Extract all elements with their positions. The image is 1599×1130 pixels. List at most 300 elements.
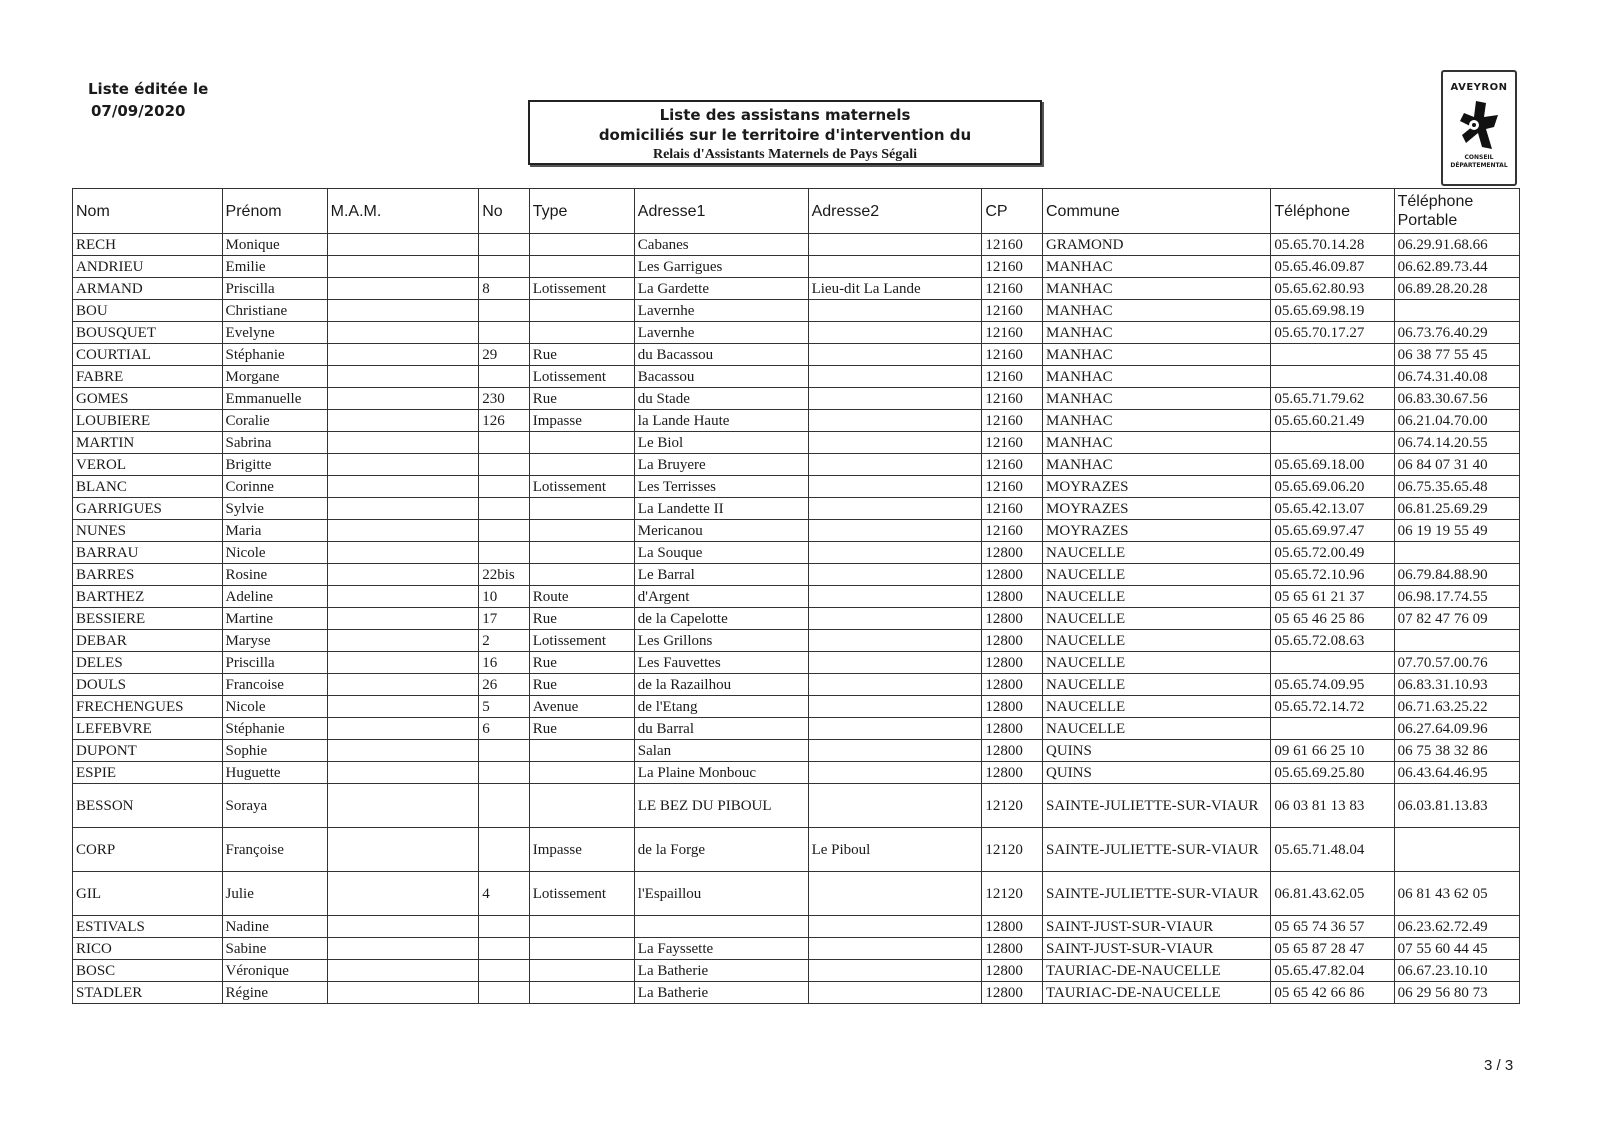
table-row (73, 916, 1520, 938)
cell-nom: ARMAND (73, 278, 223, 300)
cell-mam (327, 564, 479, 586)
cell-no (479, 520, 530, 542)
cell-prenom: Corinne (222, 476, 327, 498)
cell-no: 29 (479, 344, 530, 366)
cell-no: 2 (479, 630, 530, 652)
cell-adresse2 (808, 366, 982, 388)
cell-prenom: Julie (222, 872, 327, 916)
cell-portable: 06 75 38 32 86 (1394, 740, 1519, 762)
cell-no: 4 (479, 872, 530, 916)
table-row (73, 476, 1520, 498)
cell-adresse2 (808, 872, 982, 916)
cell-adresse1: Les Grillons (634, 630, 808, 652)
cell-adresse1: La Batherie (634, 982, 808, 1004)
cell-cp: 12800 (982, 740, 1043, 762)
cell-nom: DELES (73, 652, 223, 674)
cell-mam (327, 916, 479, 938)
cell-mam (327, 344, 479, 366)
cell-type: Lotissement (529, 872, 634, 916)
cell-mam (327, 278, 479, 300)
cell-portable (1394, 630, 1519, 652)
cell-prenom: Huguette (222, 762, 327, 784)
cell-nom: MARTIN (73, 432, 223, 454)
cell-prenom: Francoise (222, 674, 327, 696)
cell-commune: QUINS (1043, 762, 1271, 784)
table-row (73, 652, 1520, 674)
cell-cp: 12120 (982, 872, 1043, 916)
cell-prenom: Nadine (222, 916, 327, 938)
cell-adresse2 (808, 674, 982, 696)
cell-cp: 12160 (982, 234, 1043, 256)
cell-mam (327, 872, 479, 916)
cell-adresse2 (808, 344, 982, 366)
cell-type (529, 256, 634, 278)
cell-prenom: Stéphanie (222, 344, 327, 366)
cell-cp: 12800 (982, 564, 1043, 586)
cell-adresse1: La Souque (634, 542, 808, 564)
cell-mam (327, 300, 479, 322)
cell-mam (327, 608, 479, 630)
cell-no (479, 498, 530, 520)
cell-cp: 12800 (982, 982, 1043, 1004)
cell-type (529, 916, 634, 938)
cell-nom: BESSIERE (73, 608, 223, 630)
cell-mam (327, 740, 479, 762)
cell-adresse1: La Gardette (634, 278, 808, 300)
cell-adresse2 (808, 586, 982, 608)
cell-commune: NAUCELLE (1043, 608, 1271, 630)
cell-telephone: 05.65.72.10.96 (1271, 564, 1394, 586)
table-row (73, 454, 1520, 476)
table-row (73, 630, 1520, 652)
cell-type: Impasse (529, 410, 634, 432)
cell-telephone: 05.65.69.98.19 (1271, 300, 1394, 322)
col-header: No (479, 189, 530, 234)
cell-adresse1: Lavernhe (634, 300, 808, 322)
cell-commune: MANHAC (1043, 454, 1271, 476)
cell-adresse2 (808, 476, 982, 498)
table-row (73, 740, 1520, 762)
cell-type (529, 498, 634, 520)
cell-no (479, 322, 530, 344)
cell-commune: SAINT-JUST-SUR-VIAUR (1043, 938, 1271, 960)
cell-cp: 12120 (982, 828, 1043, 872)
cell-portable: 06.79.84.88.90 (1394, 564, 1519, 586)
cell-telephone: 05 65 74 36 57 (1271, 916, 1394, 938)
cell-portable (1394, 828, 1519, 872)
cell-portable (1394, 300, 1519, 322)
cell-telephone: 05.65.72.14.72 (1271, 696, 1394, 718)
cell-prenom: Sabine (222, 938, 327, 960)
cell-commune: TAURIAC-DE-NAUCELLE (1043, 982, 1271, 1004)
cell-cp: 12160 (982, 344, 1043, 366)
cell-mam (327, 410, 479, 432)
cell-portable: 07 55 60 44 45 (1394, 938, 1519, 960)
cell-no: 126 (479, 410, 530, 432)
cell-commune: SAINTE-JULIETTE-SUR-VIAUR (1043, 828, 1271, 872)
cell-telephone: 05 65 61 21 37 (1271, 586, 1394, 608)
cell-adresse2 (808, 784, 982, 828)
cell-no: 26 (479, 674, 530, 696)
cell-nom: BOU (73, 300, 223, 322)
cell-no: 8 (479, 278, 530, 300)
cell-commune: TAURIAC-DE-NAUCELLE (1043, 960, 1271, 982)
cell-prenom: Sylvie (222, 498, 327, 520)
cell-type: Rue (529, 344, 634, 366)
cell-cp: 12800 (982, 938, 1043, 960)
cell-telephone (1271, 344, 1394, 366)
cell-type: Rue (529, 652, 634, 674)
cell-cp: 12800 (982, 674, 1043, 696)
cell-telephone (1271, 432, 1394, 454)
cell-commune: NAUCELLE (1043, 674, 1271, 696)
cell-mam (327, 718, 479, 740)
cell-nom: BOSC (73, 960, 223, 982)
cell-prenom: Sabrina (222, 432, 327, 454)
cell-adresse2 (808, 520, 982, 542)
cell-portable: 06.81.25.69.29 (1394, 498, 1519, 520)
cell-commune: NAUCELLE (1043, 696, 1271, 718)
col-header: Adresse1 (634, 189, 808, 234)
cell-telephone: 05.65.69.06.20 (1271, 476, 1394, 498)
col-header: Prénom (222, 189, 327, 234)
cell-mam (327, 674, 479, 696)
cell-adresse2 (808, 740, 982, 762)
cell-portable: 06.73.76.40.29 (1394, 322, 1519, 344)
cell-telephone (1271, 718, 1394, 740)
table-row (73, 278, 1520, 300)
cell-mam (327, 630, 479, 652)
table-row (73, 542, 1520, 564)
cell-commune: NAUCELLE (1043, 542, 1271, 564)
cell-telephone: 05 65 87 28 47 (1271, 938, 1394, 960)
cell-nom: BARRAU (73, 542, 223, 564)
cell-telephone: 05.65.71.48.04 (1271, 828, 1394, 872)
cell-commune: MANHAC (1043, 322, 1271, 344)
cell-no (479, 916, 530, 938)
table-row (73, 696, 1520, 718)
cell-nom: FABRE (73, 366, 223, 388)
cell-adresse1: Le Biol (634, 432, 808, 454)
cell-prenom: Maria (222, 520, 327, 542)
cell-prenom: Soraya (222, 784, 327, 828)
cell-cp: 12800 (982, 762, 1043, 784)
cell-telephone: 05.65.69.18.00 (1271, 454, 1394, 476)
cell-portable: 06.29.91.68.66 (1394, 234, 1519, 256)
cell-commune: NAUCELLE (1043, 652, 1271, 674)
cell-prenom: Martine (222, 608, 327, 630)
cell-portable: 07 82 47 76 09 (1394, 608, 1519, 630)
cell-no (479, 938, 530, 960)
cell-commune: SAINT-JUST-SUR-VIAUR (1043, 916, 1271, 938)
cell-portable: 06.27.64.09.96 (1394, 718, 1519, 740)
cell-telephone (1271, 652, 1394, 674)
table-row (73, 322, 1520, 344)
cell-portable: 07.70.57.00.76 (1394, 652, 1519, 674)
cell-nom: GIL (73, 872, 223, 916)
cell-no (479, 476, 530, 498)
cell-nom: BESSON (73, 784, 223, 828)
cell-adresse2 (808, 432, 982, 454)
cell-nom: CORP (73, 828, 223, 872)
table-row (73, 256, 1520, 278)
cell-adresse1: Lavernhe (634, 322, 808, 344)
cell-adresse1: de la Razailhou (634, 674, 808, 696)
cell-telephone: 05.65.60.21.49 (1271, 410, 1394, 432)
cell-prenom: Françoise (222, 828, 327, 872)
cell-adresse2: Le Piboul (808, 828, 982, 872)
cell-nom: ESPIE (73, 762, 223, 784)
cell-adresse1: du Barral (634, 718, 808, 740)
cell-type: Lotissement (529, 476, 634, 498)
cell-cp: 12800 (982, 652, 1043, 674)
cell-portable: 06.71.63.25.22 (1394, 696, 1519, 718)
cell-commune: MANHAC (1043, 432, 1271, 454)
cell-adresse2 (808, 652, 982, 674)
cell-prenom: Stéphanie (222, 718, 327, 740)
cell-adresse2 (808, 762, 982, 784)
cell-adresse2 (808, 696, 982, 718)
cell-telephone: 05 65 46 25 86 (1271, 608, 1394, 630)
cell-cp: 12800 (982, 718, 1043, 740)
cell-type (529, 234, 634, 256)
cell-mam (327, 586, 479, 608)
cell-portable: 06.03.81.13.83 (1394, 784, 1519, 828)
cell-cp: 12160 (982, 366, 1043, 388)
table-row (73, 586, 1520, 608)
cell-type: Rue (529, 718, 634, 740)
cell-prenom: Emmanuelle (222, 388, 327, 410)
edited-date-block (88, 78, 208, 122)
cell-mam (327, 982, 479, 1004)
cell-no (479, 454, 530, 476)
cell-mam (327, 498, 479, 520)
cell-adresse1: de l'Etang (634, 696, 808, 718)
title-line-2: domiciliés sur le territoire d'intervention du (598, 126, 972, 144)
cell-prenom: Monique (222, 234, 327, 256)
cell-portable: 06.75.35.65.48 (1394, 476, 1519, 498)
cell-mam (327, 828, 479, 872)
table-row (73, 828, 1520, 872)
cell-type: Lotissement (529, 630, 634, 652)
cell-cp: 12120 (982, 784, 1043, 828)
table-row (73, 762, 1520, 784)
cell-telephone: 05.65.69.97.47 (1271, 520, 1394, 542)
table-row (73, 300, 1520, 322)
cell-nom: LOUBIERE (73, 410, 223, 432)
cell-mam (327, 938, 479, 960)
cell-type (529, 432, 634, 454)
cell-mam (327, 784, 479, 828)
cell-no (479, 366, 530, 388)
cell-prenom: Morgane (222, 366, 327, 388)
table-row (73, 960, 1520, 982)
cell-portable: 06.21.04.70.00 (1394, 410, 1519, 432)
cell-telephone: 05.65.69.25.80 (1271, 762, 1394, 784)
table-row (73, 388, 1520, 410)
cell-mam (327, 388, 479, 410)
logo-line-2: DÉPARTEMENTAL (1450, 162, 1508, 169)
cell-adresse1: La Batherie (634, 960, 808, 982)
cell-nom: RICO (73, 938, 223, 960)
cell-adresse1 (634, 916, 808, 938)
cell-no (479, 960, 530, 982)
cell-no (479, 234, 530, 256)
cell-type (529, 938, 634, 960)
cell-type: Rue (529, 608, 634, 630)
cell-mam (327, 696, 479, 718)
cell-type: Lotissement (529, 366, 634, 388)
cell-adresse2 (808, 256, 982, 278)
cell-cp: 12800 (982, 608, 1043, 630)
cell-no: 230 (479, 388, 530, 410)
cell-cp: 12160 (982, 454, 1043, 476)
document-title-box (528, 100, 1042, 165)
cell-cp: 12160 (982, 476, 1043, 498)
col-header: Adresse2 (808, 189, 982, 234)
cell-type (529, 454, 634, 476)
cell-commune: NAUCELLE (1043, 630, 1271, 652)
cell-type: Avenue (529, 696, 634, 718)
cell-no (479, 300, 530, 322)
cell-mam (327, 652, 479, 674)
cell-commune: MOYRAZES (1043, 520, 1271, 542)
cell-prenom: Coralie (222, 410, 327, 432)
cell-adresse1: Salan (634, 740, 808, 762)
cell-adresse2 (808, 938, 982, 960)
title-line-1: Liste des assistans maternels (659, 106, 911, 124)
cell-no (479, 762, 530, 784)
cell-adresse1: Cabanes (634, 234, 808, 256)
cell-adresse2 (808, 322, 982, 344)
cell-no: 6 (479, 718, 530, 740)
cell-no: 5 (479, 696, 530, 718)
cell-nom: NUNES (73, 520, 223, 542)
cell-type (529, 784, 634, 828)
cell-type (529, 542, 634, 564)
cell-telephone: 05.65.70.17.27 (1271, 322, 1394, 344)
col-header: M.A.M. (327, 189, 479, 234)
cell-mam (327, 520, 479, 542)
cell-commune: MANHAC (1043, 278, 1271, 300)
cell-prenom: Priscilla (222, 278, 327, 300)
table-row (73, 938, 1520, 960)
cell-telephone: 05 65 42 66 86 (1271, 982, 1394, 1004)
edited-label: Liste éditée le (88, 80, 209, 98)
cell-cp: 12160 (982, 388, 1043, 410)
cell-mam (327, 960, 479, 982)
cell-no (479, 982, 530, 1004)
cell-adresse1: du Stade (634, 388, 808, 410)
cell-cp: 12160 (982, 278, 1043, 300)
cell-adresse2 (808, 498, 982, 520)
cell-telephone: 05.65.72.00.49 (1271, 542, 1394, 564)
cell-portable: 06.83.31.10.93 (1394, 674, 1519, 696)
cell-nom: DEBAR (73, 630, 223, 652)
cell-nom: BARRES (73, 564, 223, 586)
cell-adresse2 (808, 542, 982, 564)
cell-nom: VEROL (73, 454, 223, 476)
cell-mam (327, 234, 479, 256)
cell-adresse1: la Lande Haute (634, 410, 808, 432)
cell-telephone: 06 03 81 13 83 (1271, 784, 1394, 828)
cell-adresse1: La Landette II (634, 498, 808, 520)
cell-prenom: Rosine (222, 564, 327, 586)
col-header: Téléphone Portable (1394, 189, 1519, 234)
cell-adresse1: Les Garrigues (634, 256, 808, 278)
cell-cp: 12160 (982, 432, 1043, 454)
cell-portable: 06.74.14.20.55 (1394, 432, 1519, 454)
cell-nom: STADLER (73, 982, 223, 1004)
cell-cp: 12160 (982, 498, 1043, 520)
cell-prenom: Nicole (222, 542, 327, 564)
cell-commune: QUINS (1043, 740, 1271, 762)
cell-adresse1: La Plaine Monbouc (634, 762, 808, 784)
cell-adresse1: de la Capelotte (634, 608, 808, 630)
cell-nom: FRECHENGUES (73, 696, 223, 718)
cell-commune: NAUCELLE (1043, 586, 1271, 608)
cell-adresse1: Les Fauvettes (634, 652, 808, 674)
cell-adresse2 (808, 454, 982, 476)
cell-type (529, 740, 634, 762)
cell-mam (327, 454, 479, 476)
cell-portable: 06 29 56 80 73 (1394, 982, 1519, 1004)
cell-mam (327, 322, 479, 344)
col-header: Nom (73, 189, 223, 234)
cell-mam (327, 432, 479, 454)
table-row (73, 982, 1520, 1004)
assistants-table (72, 188, 1520, 1004)
cell-adresse1: Mericanou (634, 520, 808, 542)
cell-nom: LEFEBVRE (73, 718, 223, 740)
col-header: Téléphone (1271, 189, 1394, 234)
cell-mam (327, 542, 479, 564)
cell-type (529, 564, 634, 586)
cell-commune: NAUCELLE (1043, 718, 1271, 740)
cell-adresse2 (808, 410, 982, 432)
cell-commune: MANHAC (1043, 410, 1271, 432)
cell-prenom: Sophie (222, 740, 327, 762)
cell-telephone: 09 61 66 25 10 (1271, 740, 1394, 762)
cell-adresse2: Lieu-dit La Lande (808, 278, 982, 300)
cell-nom: GOMES (73, 388, 223, 410)
cell-commune: MANHAC (1043, 300, 1271, 322)
cell-type (529, 300, 634, 322)
cell-portable: 06 38 77 55 45 (1394, 344, 1519, 366)
cell-prenom: Maryse (222, 630, 327, 652)
cell-prenom: Régine (222, 982, 327, 1004)
table-row (73, 564, 1520, 586)
cell-type: Impasse (529, 828, 634, 872)
cell-portable: 06.74.31.40.08 (1394, 366, 1519, 388)
cell-adresse1: Bacassou (634, 366, 808, 388)
table-header-row (73, 189, 1520, 234)
cell-cp: 12800 (982, 630, 1043, 652)
cell-type: Route (529, 586, 634, 608)
cell-type: Rue (529, 674, 634, 696)
cell-portable: 06 19 19 55 49 (1394, 520, 1519, 542)
table-row (73, 432, 1520, 454)
cell-adresse1: La Bruyere (634, 454, 808, 476)
table-row (73, 872, 1520, 916)
cell-portable: 06.98.17.74.55 (1394, 586, 1519, 608)
logo-line-1: CONSEIL (1464, 154, 1494, 161)
cell-cp: 12800 (982, 542, 1043, 564)
cell-nom: DOULS (73, 674, 223, 696)
cell-adresse1: La Fayssette (634, 938, 808, 960)
cell-no: 10 (479, 586, 530, 608)
table-row (73, 718, 1520, 740)
